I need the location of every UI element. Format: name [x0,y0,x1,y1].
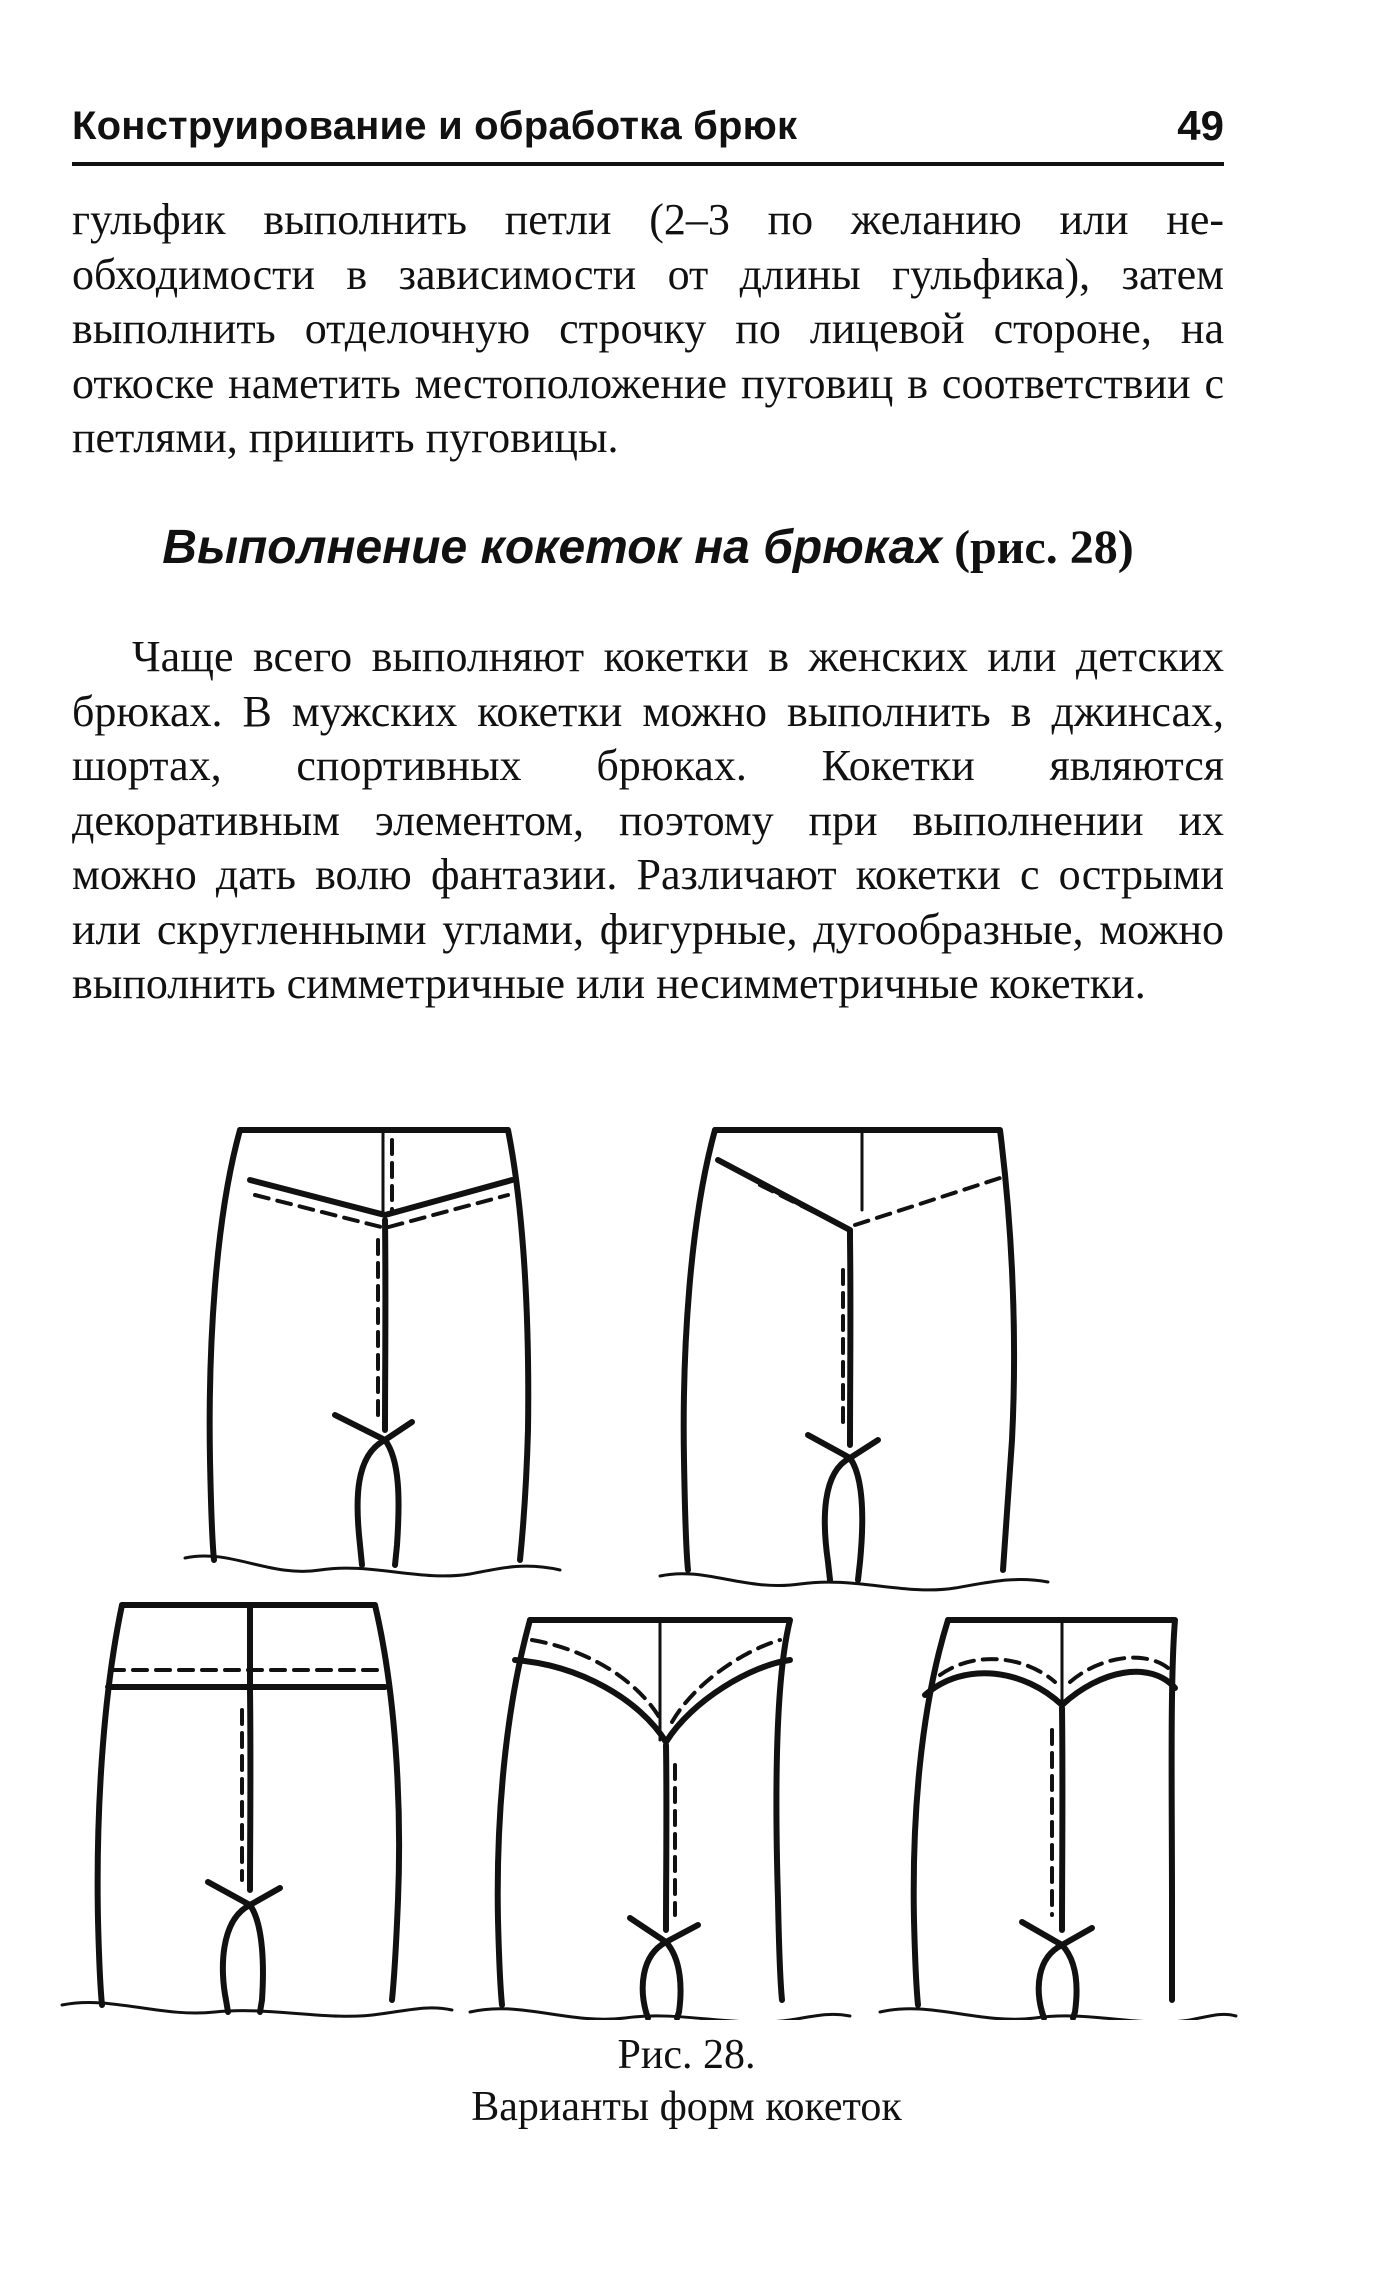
yoke-variant-deep-curve [470,1620,850,2020]
yoke-variant-v-point [185,1130,560,1576]
figure-28 [0,1100,1373,2020]
yoke-variant-straight [62,1605,452,2016]
running-head [72,100,1224,166]
yoke-variant-asymmetric [660,1130,1048,1590]
section-heading-title: Выполнение кокеток на брюках [162,521,943,574]
paragraph-continued: гульфик выполнить петли (2–3 по желанию или необходимости в зависимости от длины гульфика), затем выполнить отделочную строчку по лицевой стороне, на откоске наметить местоположение пуговиц в соответствии с петлями, пришить пуговицы. [72,195,1224,462]
running-title: Конструирование и обработка брюк [72,104,798,148]
yoke-variant-rounded-arc [880,1620,1236,2020]
figure-caption-label: Рис. 28. [617,2032,756,2078]
page-number: 49 [1177,102,1224,149]
paragraph-yokes: Чаще всего выполняют кокетки в женских или детских брюках. В мужских кокетки можно выполнить в джинсах, шортах, спортивных брюках. Кокетки являются декоративным элементом, поэтому при выполнении их можно дать волю фантазии. Различают кокетки с острыми или скругленными углами, фигурные, дугообразные, можно выполнить симметричные или несимметричные кокетки. [72,632,1224,1008]
section-heading-figure-ref: (рис. 28) [954,521,1134,574]
figure-illustration [0,1100,1373,2020]
figure-caption-text: Варианты форм кокеток [471,2084,902,2130]
section-heading [72,518,1224,578]
